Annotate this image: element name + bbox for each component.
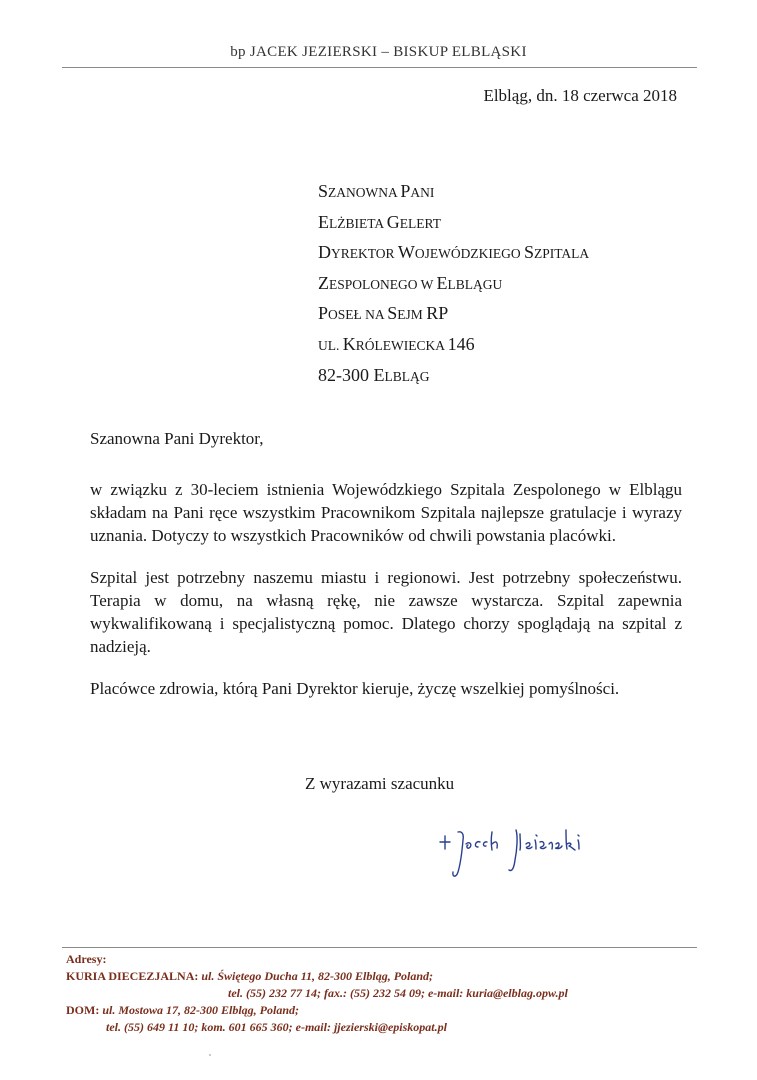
scan-speck xyxy=(209,1054,211,1056)
dom-address: ul. Mostowa 17, 82-300 Elbląg, Poland; xyxy=(102,1003,300,1017)
header-divider xyxy=(62,67,697,68)
footer-addresses xyxy=(66,951,706,1036)
kuria-address: ul. Świętego Ducha 11, 82-300 Elbląg, Poland; xyxy=(201,969,434,983)
body-paragraph: Szpital jest potrzebny naszemu miastu i regionowi. Jest potrzebny społeczeństwu. Terapia w domu, na własną rękę, nie zawsze wystarcza. Szpital zapewnia wykwalifikowaną i specjalistyczną pomoc. Dlatego chorzy spoglądają na szpital z nadzieją. xyxy=(90,568,682,656)
smallcaps-rest: ANI xyxy=(410,185,435,200)
smallcaps-rest: OSEŁ NA xyxy=(328,307,388,323)
smallcaps-initial: W xyxy=(397,242,415,263)
smallcaps-rest: ZANOWNA xyxy=(328,185,401,200)
letterhead-title: bp JACEK JEZIERSKI – BISKUP ELBLĄSKI xyxy=(230,44,527,60)
recipient-line xyxy=(318,361,589,392)
smallcaps-rest: ESPOLONEGO W xyxy=(329,276,437,292)
salutation: Szanowna Pani Dyrektor, xyxy=(90,429,264,448)
body-paragraph: w związku z 30-leciem istnienia Wojewódzkiego Szpitala Zespolonego w Elblągu składam na Pani ręce wszystkim Pracownikom Szpitala najlepsze gratulacje i wyrazy uznania. Dotyczy to wszystkich Pracowników od chwili powstania placówki. xyxy=(90,480,682,545)
recipient-line xyxy=(318,269,589,300)
smallcaps-initial: K xyxy=(342,333,356,354)
recipient-address xyxy=(318,177,589,391)
smallcaps-initial: S xyxy=(318,181,329,201)
smallcaps-initial: P xyxy=(318,303,329,324)
smallcaps-rest: EJM xyxy=(397,307,427,323)
handwritten-signature xyxy=(436,820,606,890)
kuria-contact: tel. (55) 232 77 14; fax.: (55) 232 54 09; e-mail: kuria@elblag.opw.pl xyxy=(228,986,568,1000)
smallcaps-initial: Z xyxy=(318,272,329,293)
recipient-line xyxy=(318,238,589,269)
smallcaps-initial: 146 xyxy=(447,333,475,354)
smallcaps-initial: E xyxy=(436,272,448,293)
body-paragraph: Placówce zdrowia, którą Pani Dyrektor kieruje, życzę wszelkiej pomyślności. xyxy=(90,679,620,698)
smallcaps-initial: 82-300 E xyxy=(318,364,385,385)
recipient-line xyxy=(318,330,589,361)
smallcaps-rest: YREKTOR xyxy=(331,246,398,262)
footer-heading: Adresy: xyxy=(66,952,107,966)
footer-divider xyxy=(62,947,697,948)
dom-contact: tel. (55) 649 11 10; kom. 601 665 360; e-mail: jjezierski@episkopat.pl xyxy=(106,1020,447,1034)
smallcaps-rest: OJEWÓDZKIEGO xyxy=(414,246,524,262)
recipient-line xyxy=(318,299,589,330)
smallcaps-rest: LBLĄGU xyxy=(447,276,503,292)
smallcaps-rest: ELERT xyxy=(399,215,441,231)
smallcaps-rest: LŻBIETA xyxy=(329,215,387,231)
letter-body xyxy=(90,478,682,719)
smallcaps-initial: RP xyxy=(426,303,449,324)
footer-dom-row xyxy=(66,1002,706,1019)
smallcaps-rest: RÓLEWIECKA xyxy=(355,337,448,353)
recipient-line xyxy=(318,208,589,239)
smallcaps-initial: S xyxy=(387,303,398,324)
smallcaps-rest: LBLĄG xyxy=(384,368,430,384)
smallcaps-initial: E xyxy=(318,211,329,232)
dom-label: DOM: xyxy=(66,1003,100,1017)
closing-phrase: Z wyrazami szacunku xyxy=(305,774,455,793)
smallcaps-initial: S xyxy=(524,242,535,263)
smallcaps-rest: ZPITALA xyxy=(534,246,590,262)
smallcaps-initial: G xyxy=(386,211,400,232)
recipient-line xyxy=(318,177,589,208)
kuria-label: KURIA DIECEZJALNA: xyxy=(66,969,199,983)
letter-date: Elbląg, dn. 18 czerwca 2018 xyxy=(483,86,677,105)
smallcaps-initial: P xyxy=(400,181,411,201)
footer-kuria-row xyxy=(66,968,706,985)
smallcaps-initial: D xyxy=(318,242,331,263)
smallcaps-rest: UL. xyxy=(318,337,343,353)
